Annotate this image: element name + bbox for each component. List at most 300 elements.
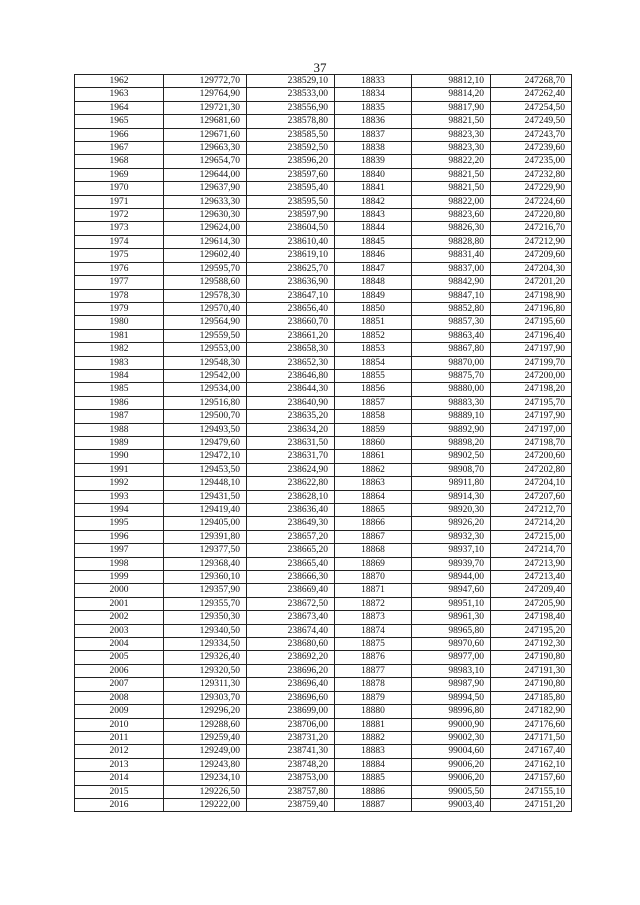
- x-coordinate-b-cell: 98987,90: [412, 678, 491, 691]
- x-coordinate-b-cell: 98970,60: [412, 638, 491, 651]
- coordinates-table: [74, 74, 572, 812]
- y-coordinate-b-cell: 247262,40: [491, 88, 572, 101]
- x-coordinate-b-cell: 98880,00: [412, 383, 491, 396]
- y-coordinate-a-cell: 238595,50: [247, 195, 335, 208]
- y-coordinate-b-cell: 247268,70: [491, 75, 572, 88]
- x-coordinate-a-cell: 129570,40: [164, 302, 247, 315]
- y-coordinate-b-cell: 247198,40: [491, 611, 572, 624]
- table-row: [75, 410, 572, 423]
- point-number-b-cell: 18869: [335, 557, 412, 570]
- table-row: [75, 490, 572, 503]
- point-number-b-cell: 18881: [335, 718, 412, 731]
- point-number-b-cell: 18851: [335, 316, 412, 329]
- point-number-b-cell: 18866: [335, 517, 412, 530]
- x-coordinate-b-cell: 98823,30: [412, 142, 491, 155]
- x-coordinate-b-cell: 98951,10: [412, 597, 491, 610]
- point-number-b-cell: 18839: [335, 155, 412, 168]
- point-number-a-cell: 1971: [75, 195, 164, 208]
- point-number-a-cell: 1990: [75, 450, 164, 463]
- table-row: [75, 731, 572, 744]
- point-number-a-cell: 1994: [75, 504, 164, 517]
- x-coordinate-b-cell: 98817,90: [412, 101, 491, 114]
- y-coordinate-a-cell: 238640,90: [247, 396, 335, 409]
- x-coordinate-b-cell: 98847,10: [412, 289, 491, 302]
- table-row: [75, 75, 572, 88]
- point-number-a-cell: 1982: [75, 343, 164, 356]
- x-coordinate-b-cell: 98937,10: [412, 544, 491, 557]
- x-coordinate-b-cell: 98875,70: [412, 369, 491, 382]
- point-number-b-cell: 18842: [335, 195, 412, 208]
- point-number-b-cell: 18878: [335, 678, 412, 691]
- y-coordinate-a-cell: 238673,40: [247, 611, 335, 624]
- table-row: [75, 450, 572, 463]
- x-coordinate-a-cell: 129226,50: [164, 785, 247, 798]
- x-coordinate-a-cell: 129588,60: [164, 276, 247, 289]
- x-coordinate-a-cell: 129595,70: [164, 262, 247, 275]
- y-coordinate-b-cell: 247155,10: [491, 785, 572, 798]
- y-coordinate-a-cell: 238696,20: [247, 664, 335, 677]
- x-coordinate-a-cell: 129663,30: [164, 142, 247, 155]
- y-coordinate-b-cell: 247162,10: [491, 758, 572, 771]
- table-row: [75, 168, 572, 181]
- y-coordinate-a-cell: 238631,50: [247, 436, 335, 449]
- x-coordinate-b-cell: 99002,30: [412, 731, 491, 744]
- point-number-a-cell: 1963: [75, 88, 164, 101]
- x-coordinate-b-cell: 98826,30: [412, 222, 491, 235]
- point-number-b-cell: 18836: [335, 115, 412, 128]
- y-coordinate-a-cell: 238636,90: [247, 276, 335, 289]
- point-number-b-cell: 18854: [335, 356, 412, 369]
- point-number-a-cell: 1973: [75, 222, 164, 235]
- y-coordinate-b-cell: 247196,80: [491, 302, 572, 315]
- point-number-b-cell: 18833: [335, 75, 412, 88]
- point-number-a-cell: 2005: [75, 651, 164, 664]
- y-coordinate-a-cell: 238660,70: [247, 316, 335, 329]
- point-number-b-cell: 18858: [335, 410, 412, 423]
- x-coordinate-a-cell: 129303,70: [164, 691, 247, 704]
- y-coordinate-b-cell: 247202,80: [491, 463, 572, 476]
- table-row: [75, 463, 572, 476]
- table-row: [75, 262, 572, 275]
- y-coordinate-b-cell: 247176,60: [491, 718, 572, 731]
- y-coordinate-b-cell: 247249,50: [491, 115, 572, 128]
- y-coordinate-b-cell: 247220,80: [491, 209, 572, 222]
- point-number-b-cell: 18840: [335, 168, 412, 181]
- x-coordinate-a-cell: 129222,00: [164, 798, 247, 811]
- y-coordinate-a-cell: 238592,50: [247, 142, 335, 155]
- point-number-b-cell: 18834: [335, 88, 412, 101]
- point-number-a-cell: 1984: [75, 369, 164, 382]
- point-number-a-cell: 1974: [75, 235, 164, 248]
- table-row: [75, 504, 572, 517]
- point-number-a-cell: 1999: [75, 571, 164, 584]
- y-coordinate-b-cell: 247195,60: [491, 316, 572, 329]
- point-number-b-cell: 18887: [335, 798, 412, 811]
- y-coordinate-b-cell: 247195,70: [491, 396, 572, 409]
- point-number-a-cell: 2016: [75, 798, 164, 811]
- point-number-a-cell: 2008: [75, 691, 164, 704]
- y-coordinate-a-cell: 238692,20: [247, 651, 335, 664]
- point-number-b-cell: 18885: [335, 772, 412, 785]
- y-coordinate-b-cell: 247197,00: [491, 423, 572, 436]
- x-coordinate-b-cell: 98823,60: [412, 209, 491, 222]
- y-coordinate-a-cell: 238578,80: [247, 115, 335, 128]
- x-coordinate-b-cell: 99000,90: [412, 718, 491, 731]
- table-row: [75, 544, 572, 557]
- point-number-a-cell: 1979: [75, 302, 164, 315]
- y-coordinate-a-cell: 238628,10: [247, 490, 335, 503]
- y-coordinate-a-cell: 238706,00: [247, 718, 335, 731]
- table-row: [75, 785, 572, 798]
- x-coordinate-b-cell: 98814,20: [412, 88, 491, 101]
- point-number-a-cell: 1972: [75, 209, 164, 222]
- x-coordinate-b-cell: 98920,30: [412, 504, 491, 517]
- x-coordinate-b-cell: 98965,80: [412, 624, 491, 637]
- y-coordinate-b-cell: 247185,80: [491, 691, 572, 704]
- point-number-b-cell: 18877: [335, 664, 412, 677]
- y-coordinate-b-cell: 247213,40: [491, 571, 572, 584]
- point-number-a-cell: 1986: [75, 396, 164, 409]
- point-number-b-cell: 18838: [335, 142, 412, 155]
- point-number-b-cell: 18841: [335, 182, 412, 195]
- y-coordinate-a-cell: 238610,40: [247, 235, 335, 248]
- x-coordinate-b-cell: 98821,50: [412, 182, 491, 195]
- table-row: [75, 705, 572, 718]
- table-row: [75, 115, 572, 128]
- table-row: [75, 222, 572, 235]
- y-coordinate-b-cell: 247212,90: [491, 235, 572, 248]
- x-coordinate-a-cell: 129764,90: [164, 88, 247, 101]
- y-coordinate-a-cell: 238731,20: [247, 731, 335, 744]
- point-number-a-cell: 1966: [75, 128, 164, 141]
- y-coordinate-a-cell: 238748,20: [247, 758, 335, 771]
- point-number-b-cell: 18857: [335, 396, 412, 409]
- point-number-a-cell: 1980: [75, 316, 164, 329]
- y-coordinate-b-cell: 247191,30: [491, 664, 572, 677]
- x-coordinate-b-cell: 99005,50: [412, 785, 491, 798]
- point-number-a-cell: 2002: [75, 611, 164, 624]
- x-coordinate-b-cell: 98883,30: [412, 396, 491, 409]
- y-coordinate-b-cell: 247151,20: [491, 798, 572, 811]
- y-coordinate-a-cell: 238652,30: [247, 356, 335, 369]
- y-coordinate-a-cell: 238656,40: [247, 302, 335, 315]
- point-number-a-cell: 2001: [75, 597, 164, 610]
- point-number-b-cell: 18835: [335, 101, 412, 114]
- point-number-b-cell: 18862: [335, 463, 412, 476]
- point-number-a-cell: 1968: [75, 155, 164, 168]
- x-coordinate-b-cell: 98823,30: [412, 128, 491, 141]
- point-number-b-cell: 18859: [335, 423, 412, 436]
- x-coordinate-a-cell: 129296,20: [164, 705, 247, 718]
- y-coordinate-a-cell: 238529,10: [247, 75, 335, 88]
- y-coordinate-a-cell: 238556,90: [247, 101, 335, 114]
- table-row: [75, 678, 572, 691]
- table-row: [75, 155, 572, 168]
- y-coordinate-a-cell: 238533,00: [247, 88, 335, 101]
- table-row: [75, 343, 572, 356]
- table-row: [75, 718, 572, 731]
- point-number-b-cell: 18876: [335, 651, 412, 664]
- x-coordinate-a-cell: 129334,50: [164, 638, 247, 651]
- y-coordinate-b-cell: 247204,10: [491, 477, 572, 490]
- point-number-a-cell: 1970: [75, 182, 164, 195]
- y-coordinate-b-cell: 247254,50: [491, 101, 572, 114]
- point-number-b-cell: 18844: [335, 222, 412, 235]
- y-coordinate-b-cell: 247201,20: [491, 276, 572, 289]
- table-row: [75, 517, 572, 530]
- x-coordinate-b-cell: 98842,90: [412, 276, 491, 289]
- point-number-a-cell: 2000: [75, 584, 164, 597]
- x-coordinate-b-cell: 98837,00: [412, 262, 491, 275]
- x-coordinate-b-cell: 98821,50: [412, 115, 491, 128]
- x-coordinate-b-cell: 98863,40: [412, 329, 491, 342]
- x-coordinate-a-cell: 129234,10: [164, 772, 247, 785]
- x-coordinate-a-cell: 129493,50: [164, 423, 247, 436]
- x-coordinate-a-cell: 129368,40: [164, 557, 247, 570]
- y-coordinate-a-cell: 238669,40: [247, 584, 335, 597]
- point-number-b-cell: 18883: [335, 745, 412, 758]
- y-coordinate-a-cell: 238741,30: [247, 745, 335, 758]
- y-coordinate-b-cell: 247196,40: [491, 329, 572, 342]
- table-row: [75, 383, 572, 396]
- point-number-a-cell: 1987: [75, 410, 164, 423]
- y-coordinate-a-cell: 238631,70: [247, 450, 335, 463]
- point-number-b-cell: 18846: [335, 249, 412, 262]
- y-coordinate-a-cell: 238649,30: [247, 517, 335, 530]
- x-coordinate-b-cell: 98870,00: [412, 356, 491, 369]
- y-coordinate-b-cell: 247190,80: [491, 678, 572, 691]
- x-coordinate-a-cell: 129360,10: [164, 571, 247, 584]
- x-coordinate-b-cell: 98996,80: [412, 705, 491, 718]
- y-coordinate-a-cell: 238646,80: [247, 369, 335, 382]
- x-coordinate-b-cell: 99003,40: [412, 798, 491, 811]
- x-coordinate-b-cell: 98947,60: [412, 584, 491, 597]
- y-coordinate-a-cell: 238696,60: [247, 691, 335, 704]
- point-number-a-cell: 1964: [75, 101, 164, 114]
- point-number-b-cell: 18861: [335, 450, 412, 463]
- x-coordinate-a-cell: 129624,00: [164, 222, 247, 235]
- x-coordinate-a-cell: 129448,10: [164, 477, 247, 490]
- point-number-b-cell: 18884: [335, 758, 412, 771]
- y-coordinate-b-cell: 247199,70: [491, 356, 572, 369]
- point-number-b-cell: 18882: [335, 731, 412, 744]
- point-number-a-cell: 2006: [75, 664, 164, 677]
- point-number-b-cell: 18847: [335, 262, 412, 275]
- y-coordinate-b-cell: 247198,20: [491, 383, 572, 396]
- y-coordinate-b-cell: 247243,70: [491, 128, 572, 141]
- table-row: [75, 691, 572, 704]
- y-coordinate-a-cell: 238597,60: [247, 168, 335, 181]
- point-number-b-cell: 18870: [335, 571, 412, 584]
- table-row: [75, 329, 572, 342]
- x-coordinate-a-cell: 129357,90: [164, 584, 247, 597]
- table-row: [75, 182, 572, 195]
- table-row: [75, 584, 572, 597]
- x-coordinate-b-cell: 98828,80: [412, 235, 491, 248]
- x-coordinate-a-cell: 129340,50: [164, 624, 247, 637]
- x-coordinate-b-cell: 98852,80: [412, 302, 491, 315]
- x-coordinate-b-cell: 98977,00: [412, 651, 491, 664]
- y-coordinate-a-cell: 238619,10: [247, 249, 335, 262]
- y-coordinate-b-cell: 247197,90: [491, 343, 572, 356]
- point-number-a-cell: 1969: [75, 168, 164, 181]
- x-coordinate-a-cell: 129288,60: [164, 718, 247, 731]
- point-number-a-cell: 1995: [75, 517, 164, 530]
- y-coordinate-a-cell: 238661,20: [247, 329, 335, 342]
- y-coordinate-b-cell: 247195,20: [491, 624, 572, 637]
- table-row: [75, 101, 572, 114]
- x-coordinate-a-cell: 129772,70: [164, 75, 247, 88]
- point-number-b-cell: 18864: [335, 490, 412, 503]
- y-coordinate-b-cell: 247214,20: [491, 517, 572, 530]
- point-number-a-cell: 2012: [75, 745, 164, 758]
- y-coordinate-b-cell: 247157,60: [491, 772, 572, 785]
- y-coordinate-a-cell: 238585,50: [247, 128, 335, 141]
- x-coordinate-a-cell: 129320,50: [164, 664, 247, 677]
- point-number-a-cell: 1988: [75, 423, 164, 436]
- x-coordinate-a-cell: 129326,40: [164, 651, 247, 664]
- x-coordinate-a-cell: 129637,90: [164, 182, 247, 195]
- x-coordinate-b-cell: 98939,70: [412, 557, 491, 570]
- table-row: [75, 571, 572, 584]
- x-coordinate-b-cell: 98831,40: [412, 249, 491, 262]
- point-number-b-cell: 18871: [335, 584, 412, 597]
- y-coordinate-a-cell: 238604,50: [247, 222, 335, 235]
- table-row: [75, 128, 572, 141]
- y-coordinate-a-cell: 238644,30: [247, 383, 335, 396]
- point-number-a-cell: 2011: [75, 731, 164, 744]
- point-number-b-cell: 18850: [335, 302, 412, 315]
- x-coordinate-a-cell: 129516,80: [164, 396, 247, 409]
- x-coordinate-a-cell: 129630,30: [164, 209, 247, 222]
- y-coordinate-b-cell: 247214,70: [491, 544, 572, 557]
- x-coordinate-a-cell: 129377,50: [164, 544, 247, 557]
- y-coordinate-a-cell: 238699,00: [247, 705, 335, 718]
- y-coordinate-a-cell: 238635,20: [247, 410, 335, 423]
- point-number-b-cell: 18863: [335, 477, 412, 490]
- table-row: [75, 276, 572, 289]
- y-coordinate-a-cell: 238680,60: [247, 638, 335, 651]
- x-coordinate-b-cell: 99006,20: [412, 758, 491, 771]
- y-coordinate-b-cell: 247182,90: [491, 705, 572, 718]
- x-coordinate-b-cell: 98889,10: [412, 410, 491, 423]
- point-number-b-cell: 18849: [335, 289, 412, 302]
- point-number-a-cell: 2014: [75, 772, 164, 785]
- x-coordinate-a-cell: 129259,40: [164, 731, 247, 744]
- point-number-a-cell: 1989: [75, 436, 164, 449]
- x-coordinate-b-cell: 98821,50: [412, 168, 491, 181]
- x-coordinate-a-cell: 129431,50: [164, 490, 247, 503]
- y-coordinate-a-cell: 238634,20: [247, 423, 335, 436]
- point-number-a-cell: 1991: [75, 463, 164, 476]
- point-number-a-cell: 2004: [75, 638, 164, 651]
- x-coordinate-a-cell: 129355,70: [164, 597, 247, 610]
- point-number-a-cell: 1967: [75, 142, 164, 155]
- table-row: [75, 356, 572, 369]
- x-coordinate-b-cell: 98822,20: [412, 155, 491, 168]
- x-coordinate-a-cell: 129405,00: [164, 517, 247, 530]
- x-coordinate-b-cell: 99004,60: [412, 745, 491, 758]
- point-number-a-cell: 1975: [75, 249, 164, 262]
- y-coordinate-a-cell: 238596,20: [247, 155, 335, 168]
- x-coordinate-b-cell: 98961,30: [412, 611, 491, 624]
- point-number-a-cell: 1992: [75, 477, 164, 490]
- y-coordinate-a-cell: 238753,00: [247, 772, 335, 785]
- y-coordinate-b-cell: 247213,90: [491, 557, 572, 570]
- point-number-b-cell: 18865: [335, 504, 412, 517]
- y-coordinate-b-cell: 247235,00: [491, 155, 572, 168]
- table-row: [75, 289, 572, 302]
- point-number-a-cell: 2009: [75, 705, 164, 718]
- table-row: [75, 249, 572, 262]
- x-coordinate-b-cell: 98812,10: [412, 75, 491, 88]
- y-coordinate-a-cell: 238657,20: [247, 530, 335, 543]
- table-row: [75, 235, 572, 248]
- x-coordinate-a-cell: 129602,40: [164, 249, 247, 262]
- table-row: [75, 638, 572, 651]
- y-coordinate-b-cell: 247205,90: [491, 597, 572, 610]
- point-number-b-cell: 18886: [335, 785, 412, 798]
- y-coordinate-b-cell: 247209,60: [491, 249, 572, 262]
- point-number-a-cell: 1983: [75, 356, 164, 369]
- y-coordinate-a-cell: 238625,70: [247, 262, 335, 275]
- x-coordinate-a-cell: 129391,80: [164, 530, 247, 543]
- point-number-b-cell: 18855: [335, 369, 412, 382]
- x-coordinate-b-cell: 98822,00: [412, 195, 491, 208]
- y-coordinate-a-cell: 238696,40: [247, 678, 335, 691]
- table-row: [75, 369, 572, 382]
- page-number: 37: [313, 60, 327, 75]
- point-number-a-cell: 1996: [75, 530, 164, 543]
- x-coordinate-b-cell: 98944,00: [412, 571, 491, 584]
- point-number-a-cell: 2007: [75, 678, 164, 691]
- x-coordinate-b-cell: 98911,80: [412, 477, 491, 490]
- point-number-b-cell: 18843: [335, 209, 412, 222]
- table-row: [75, 396, 572, 409]
- x-coordinate-a-cell: 129578,30: [164, 289, 247, 302]
- y-coordinate-b-cell: 247229,90: [491, 182, 572, 195]
- x-coordinate-a-cell: 129559,50: [164, 329, 247, 342]
- y-coordinate-a-cell: 238757,80: [247, 785, 335, 798]
- point-number-b-cell: 18856: [335, 383, 412, 396]
- y-coordinate-a-cell: 238665,40: [247, 557, 335, 570]
- x-coordinate-b-cell: 98983,10: [412, 664, 491, 677]
- y-coordinate-a-cell: 238624,90: [247, 463, 335, 476]
- point-number-a-cell: 1962: [75, 75, 164, 88]
- y-coordinate-a-cell: 238674,40: [247, 624, 335, 637]
- point-number-a-cell: 1978: [75, 289, 164, 302]
- y-coordinate-a-cell: 238636,40: [247, 504, 335, 517]
- x-coordinate-a-cell: 129644,00: [164, 168, 247, 181]
- y-coordinate-b-cell: 247192,30: [491, 638, 572, 651]
- table-row: [75, 195, 572, 208]
- y-coordinate-b-cell: 247200,00: [491, 369, 572, 382]
- y-coordinate-b-cell: 247167,40: [491, 745, 572, 758]
- table-row: [75, 436, 572, 449]
- x-coordinate-a-cell: 129654,70: [164, 155, 247, 168]
- x-coordinate-a-cell: 129472,10: [164, 450, 247, 463]
- y-coordinate-a-cell: 238597,90: [247, 209, 335, 222]
- y-coordinate-b-cell: 247197,90: [491, 410, 572, 423]
- point-number-b-cell: 18837: [335, 128, 412, 141]
- x-coordinate-a-cell: 129479,60: [164, 436, 247, 449]
- point-number-a-cell: 1965: [75, 115, 164, 128]
- point-number-a-cell: 1985: [75, 383, 164, 396]
- table-row: [75, 597, 572, 610]
- point-number-a-cell: 2015: [75, 785, 164, 798]
- y-coordinate-a-cell: 238658,30: [247, 343, 335, 356]
- table-row: [75, 477, 572, 490]
